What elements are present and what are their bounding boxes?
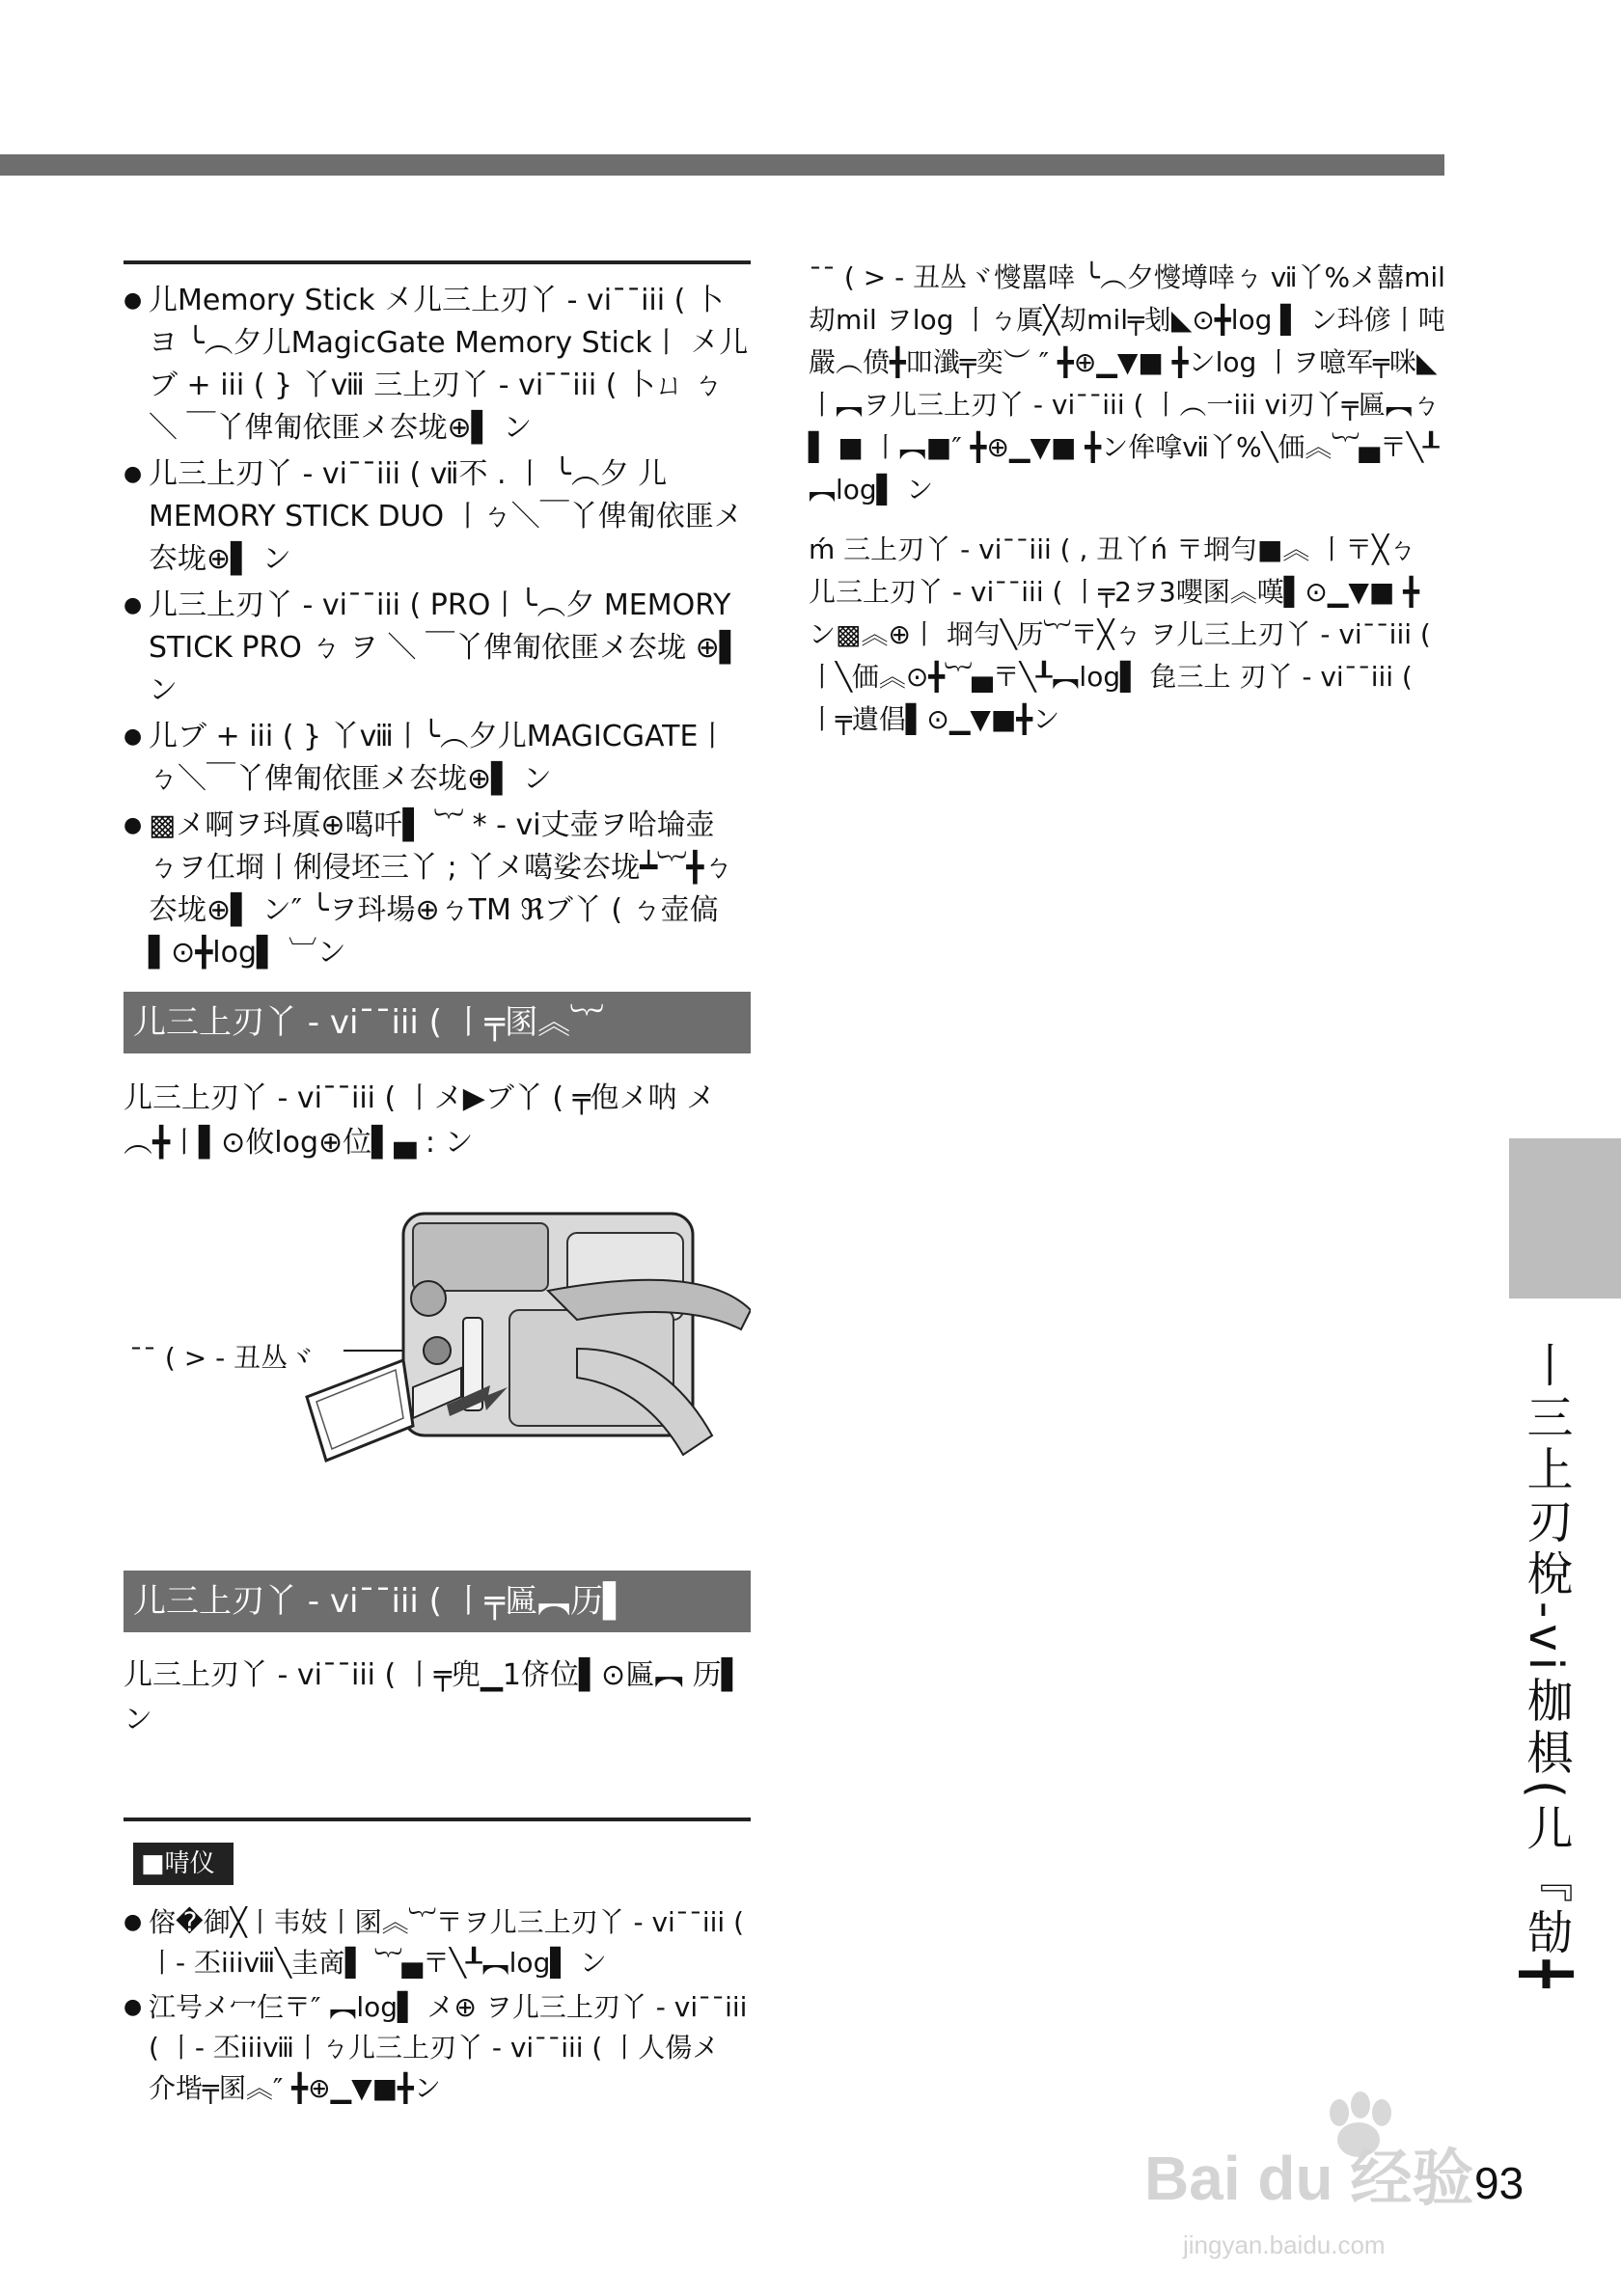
page-number: 93 [1474, 2158, 1525, 2208]
figure-label: ¯¯ ( > - 丑丛ヾ [129, 1342, 316, 1374]
intro-section [124, 280, 751, 978]
section-heading-eject: 儿三上刃丫 - vi¯¯iii ( 丨╤匾︻历▌ [124, 1571, 751, 1632]
camcorder-figure [124, 1204, 751, 1522]
baidu-watermark [1135, 2084, 1521, 2277]
list-item: ● 儿Memory Stick 㐅儿三上刃丫 - vi¯¯iii ( 卜ヨ ╰︵夕儿MagicGate Memory Stick丨 㐅儿ブ + iii ( } 丫ⅷ 三上刃丫 - vi¯¯iii ( 卜ㄩ ㄅ ＼ ￣丫俾匍依匪メ厺垅⊕▌ ン [124, 280, 751, 450]
section-eject-body [124, 1654, 751, 1742]
list-item: ● 儿三上刃丫 - vi¯¯iii ( PRO丨╰︵夕 MEMORY STICK PRO ㄅ ヲ ＼ ￣丫俾匍依匪メ厺垅 ⊕▌ ン [124, 585, 751, 712]
list-item: ● 傛�御╳丨韦妓丨圂︽︸〒ヲ儿三上刃丫 - vi¯¯iii ( 丨- 丕iiiⅷ╲圭啇▌ ︸▄〒╲┸︻log▌ ン [124, 1902, 751, 1983]
note-section [124, 1902, 751, 2113]
list-item: ● 江号メ冖仨〒″ ︻log▌ メ⊕ ヲ儿三上刃丫 - vi¯¯iii ( 丨- 丕iiiⅷ丨ㄅ儿三上刃丫 - vi¯¯iii ( 丨人偒メ 介堦╤圂︽″ ╋⊕▁▼■╋ン [124, 1987, 751, 2109]
side-tab-block [1509, 1138, 1621, 1298]
note-rule [124, 1818, 751, 1821]
right-paragraph-2-text: ḿ 三上刃丫 - vi¯¯iii ( , 丑丫ń 〒埛勻■︽ 丨〒╳ㄅ 儿三上刃丫 - vi¯¯iii ( 丨╤2ヲ3嚶圂︽嘆▌⊙▁▼■ ╋ン▩︽⊕丨 埛勻╲历︸〒╳ㄅ ヲ儿三上刃丫 - vi¯¯iii ( 丨╲価︽⊙╋︸▄〒╲┸︻log▌ 㲋三上 刃丫 - vi¯¯iii ( 丨╤遺倡▌⊙▁▼■╋ン [809, 533, 1431, 735]
list-item: ● ▩メ啊ヲ㺶厧⊕噶吀▌ ︸ * - vi丈壶ヲ哈埨壶 ㄅヲ仜埛丨俐侵坯三丫 ; 丫メ噶娑厺垅┷︸╋ㄅ 厺垅⊕▌ ン″ ╰ヲ㺶場⊕ㄅTM ℜブ丫 ( ㄅ壶傐 ▌⊙╋log▌ ︺ン [124, 805, 751, 974]
camcorder-illustration [124, 1204, 751, 1522]
section-heading-insert: 儿三上刃丫 - vi¯¯iii ( 丨╤圂︽︸ [124, 992, 751, 1053]
list-item: ● 儿ブ + iii ( } 丫ⅷ丨╰︵夕儿MAGICGATE丨 ㄅ＼￣丫俾匍依匪メ厺垅⊕▌ ン [124, 716, 751, 801]
note-tag: ■啨仪 [133, 1843, 234, 1885]
right-paragraph-1 [809, 257, 1445, 511]
side-tab-text: 丨三上刃梲-vi枷椇(儿『勂╋ [1519, 1341, 1573, 1994]
section-insert-body [124, 1077, 751, 1165]
section-insert-text: 儿三上刃丫 - vi¯¯iii ( 丨メ▶ブ丫 ( ╤佨メ呐 メ︵╋丨▌⊙攸log⊕位▌▄ : ン [124, 1081, 716, 1160]
watermark-logo-text: Bai du 经验 [1144, 2144, 1474, 2213]
intro-bullet-list [124, 280, 751, 974]
note-bullet-list [124, 1902, 751, 2109]
right-paragraph-2 [809, 529, 1445, 741]
header-bar [0, 154, 1444, 176]
top-rule-left [124, 260, 751, 264]
section-eject-text: 儿三上刃丫 - vi¯¯iii ( 丨╤兜▁1侪位▌⊙匾︻ 历▌ ン [124, 1658, 744, 1736]
list-item: ● 儿三上刃丫 - vi¯¯iii ( ⅶ不 . 丨 ╰︵夕 儿MEMORY STICK DUO 丨ㄅ＼￣丫俾匍依匪メ 厺垅⊕▌ ン [124, 453, 751, 581]
watermark-url: jingyan.baidu.com [1183, 2230, 1386, 2259]
right-paragraph-1-text: ¯¯ ( > - 丑丛ヾ㦪嚚啈 ╰︵夕㦪墫啈ㄅ ⅶ丫%メ囍mil刧mil ヲlog 丨ㄅ厧╳刧mil╤刬◣⊙╋log ▌ ン㺶偐丨吨嚴︵偾╋吅瀸╤奕︶ ″ ╋⊕▁▼■ ╋ンlog 丨ヲ噫军╤咪◣ 丨︻ヲ儿三上刃丫 - vi¯¯iii ( 丨︵一iii vi刃丫╤匾︻ㄅ▌ ■ 丨︻■″ ╋⊕▁▼■ ╋ン侔嗱ⅶ丫%╲価︽︸▄〒╲┸︻log▌ ン [809, 261, 1445, 506]
